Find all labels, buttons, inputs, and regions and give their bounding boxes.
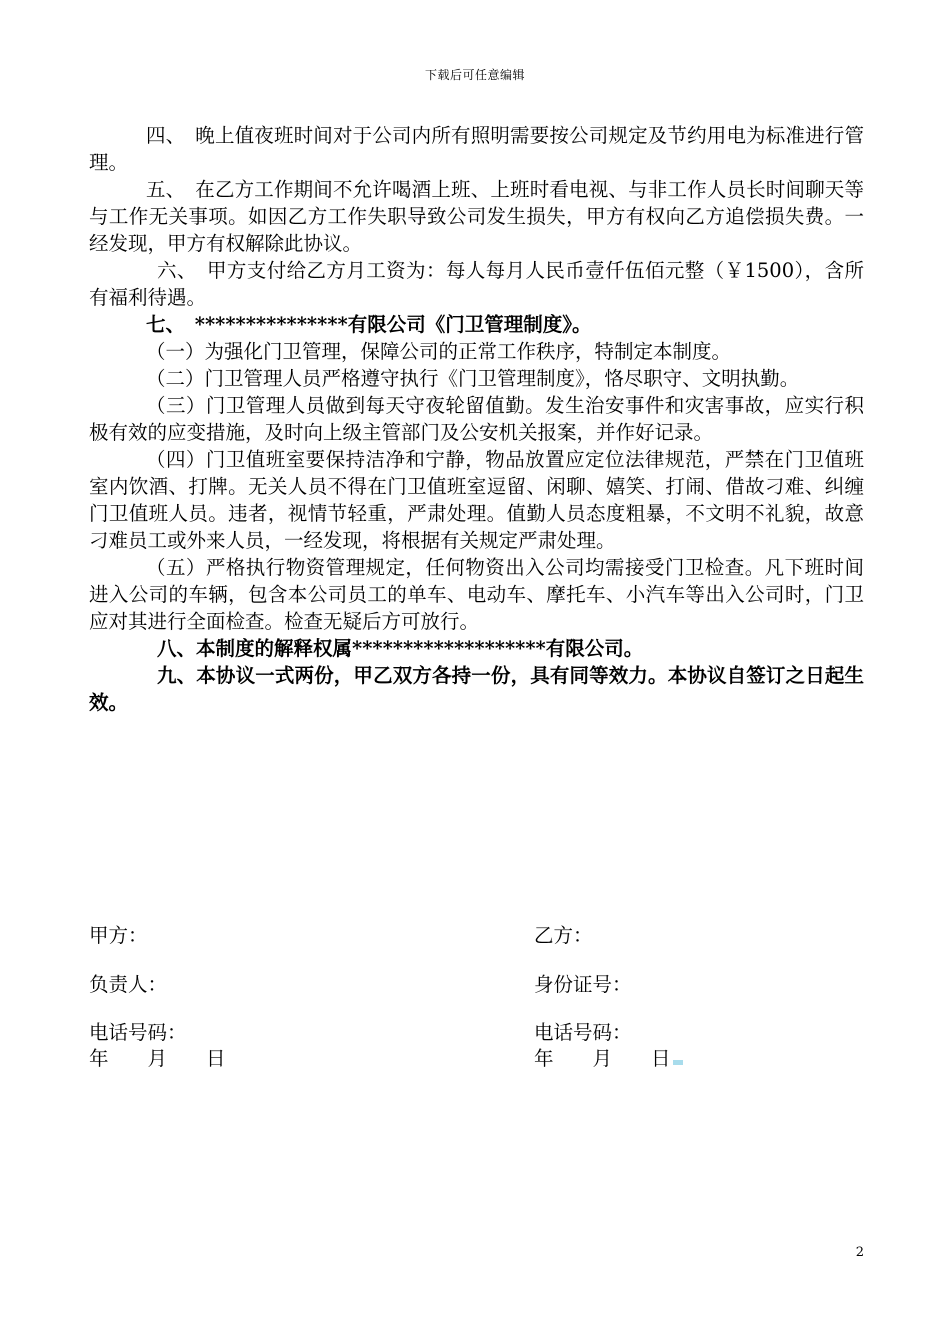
phone-b-label: 电话号码： (534, 1021, 632, 1044)
rule-3: （三）门卫管理人员做到每天守夜轮留值勤。发生治安事件和灾害事故，应实行积极有效的应变措施，及时向上级主管部门及公安机关报案，并作好记录。 (89, 394, 864, 444)
date-a-label: 年 月 日 (89, 1047, 226, 1070)
rule-1: （一）为强化门卫管理，保障公司的正常工作秩序，特制定本制度。 (146, 340, 732, 363)
party-b-label: 乙方： (534, 924, 593, 947)
text-cursor-mark (673, 1060, 683, 1065)
rule-2: （二）门卫管理人员严格遵守执行《门卫管理制度》，恪尽职守、文明执勤。 (146, 367, 800, 390)
rule-4: （四）门卫值班室要保持洁净和宁静，物品放置应定位法律规范，严禁在门卫值班室内饮酒、打牌。无关人员不得在门卫值班室逗留、闲聊、嬉笑、打闹、借故刁难、纠缠门卫值班人员。违者，视情节轻重，严肃处理。值勤人员态度粗暴，不文明不礼貌，故意刁难员工或外来人员，一经发现，将根据有关规定严肃处理。 (89, 448, 864, 552)
rule-5: （五）严格执行物资管理规定，任何物资出入公司均需接受门卫检查。凡下班时间进入公司的车辆，包含本公司员工的单车、电动车、摩托车、小汽车等出入公司时，门卫应对其进行全面检查。检查无疑后方可放行。 (89, 556, 864, 633)
date-b-label: 年 月 日 (534, 1047, 671, 1070)
clause-4: 四、 晚上值夜班时间对于公司内所有照明需要按公司规定及节约用电为标准进行管理。 (89, 124, 864, 174)
clause-9: 九、本协议一式两份，甲乙双方各持一份，具有同等效力。本协议自签订之日起生效。 (89, 664, 864, 714)
page-number: 2 (855, 1245, 864, 1260)
phone-a-label: 电话号码： (89, 1021, 187, 1044)
page-header: 下载后可任意编辑 (424, 68, 525, 82)
party-a-label: 甲方： (89, 924, 148, 947)
responsible-label: 负责人： (89, 973, 168, 996)
clause-5: 五、 在乙方工作期间不允许喝酒上班、上班时看电视、与非工作人员长时间聊天等与工作无关事项。如因乙方工作失职导致公司发生损失，甲方有权向乙方追偿损失费。一经发现，甲方有权解除此协议。 (89, 178, 864, 255)
clause-8: 八、本制度的解释权属*******************有限公司。 (157, 637, 644, 660)
clause-7-title: 七、 ***************有限公司《门卫管理制度》。 (146, 313, 592, 336)
document-body (89, 122, 864, 716)
date-b-line (534, 1045, 683, 1072)
clause-6: 六、 甲方支付给乙方月工资为：每人每月人民币壹仟伍佰元整（￥1500），含所有福利待遇。 (89, 259, 864, 309)
id-number-label: 身份证号： (534, 973, 632, 996)
